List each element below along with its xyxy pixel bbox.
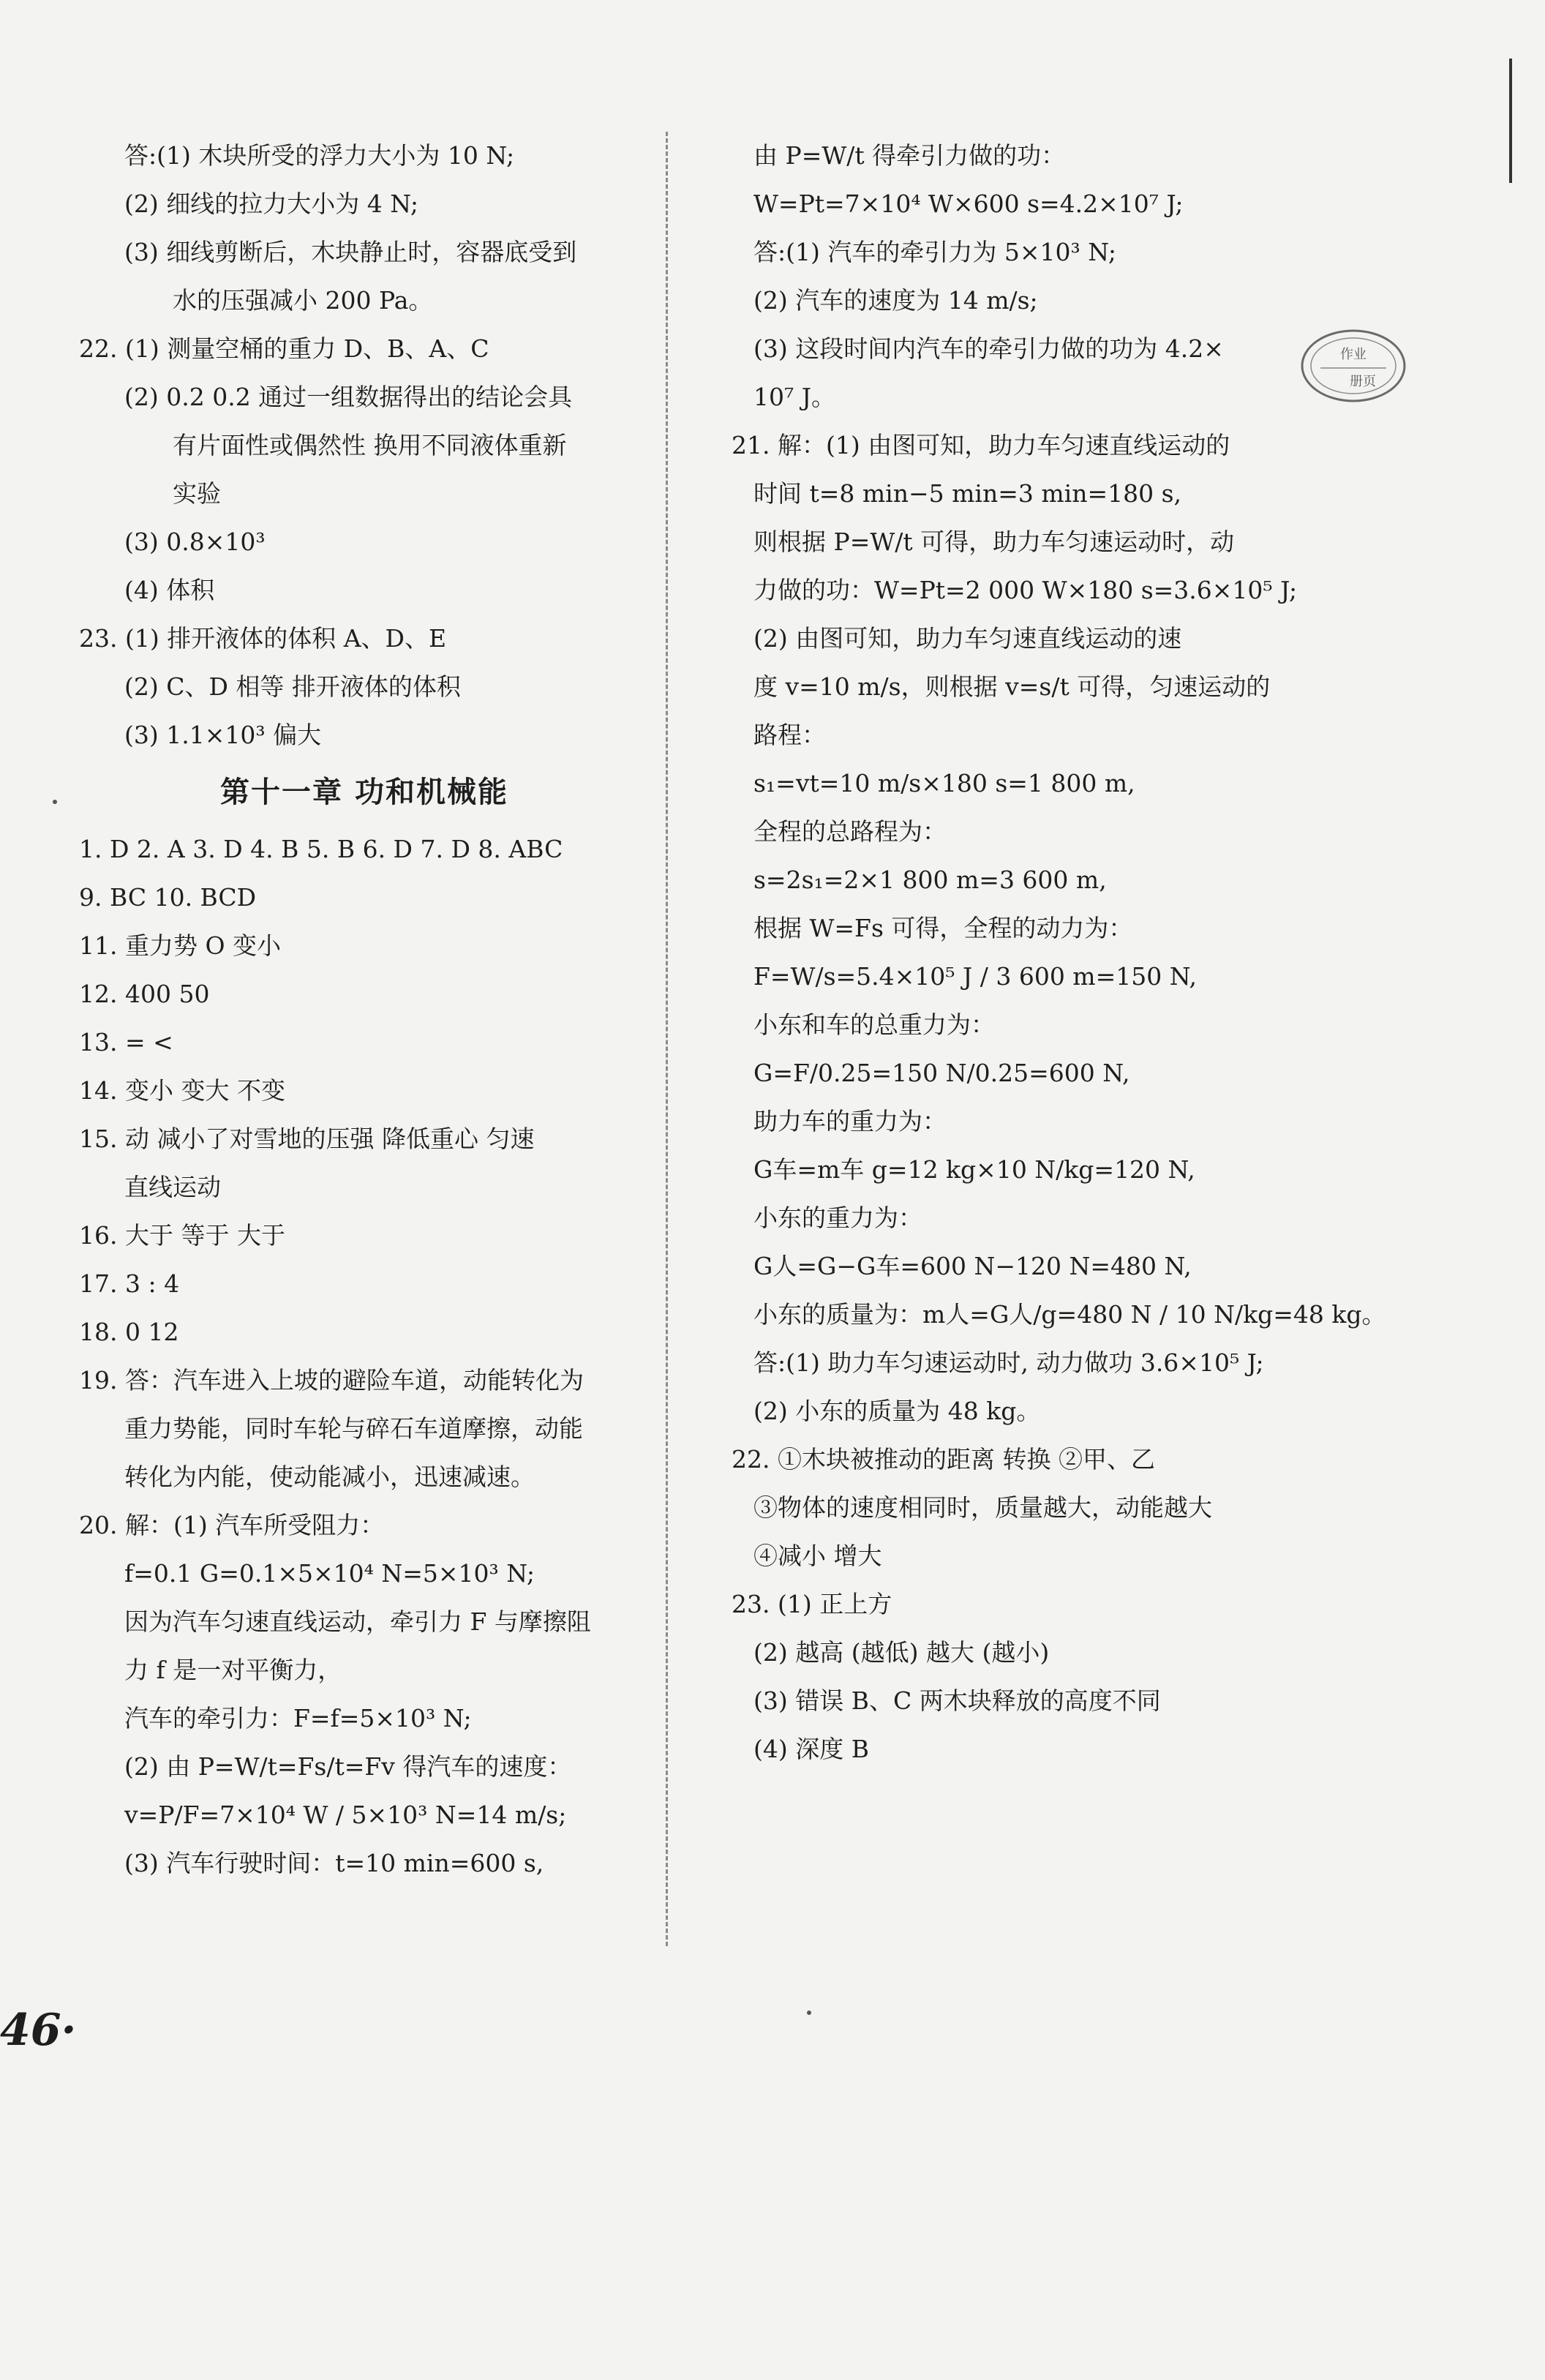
answer-line: 9. BC 10. BCD bbox=[79, 883, 257, 912]
answer-line: (2) C、D 相等 排开液体的体积 bbox=[124, 672, 461, 701]
left-column bbox=[79, 132, 650, 1888]
answer-line: (2) 由 P=W/t=Fs/t=Fv 得汽车的速度： bbox=[124, 1752, 572, 1781]
answer-line: 13. = < bbox=[79, 1028, 173, 1056]
answer-line: 度 v=10 m/s，则根据 v=s/t 可得，匀速运动的 bbox=[753, 672, 1271, 701]
left-answers-top bbox=[79, 132, 650, 759]
answer-line: 水的压强减小 200 Pa。 bbox=[173, 286, 433, 315]
left-answers-bottom bbox=[79, 825, 650, 1888]
answer-line: 则根据 P=W/t 可得，助力车匀速运动时，动 bbox=[753, 528, 1235, 556]
edge-mark bbox=[1509, 59, 1512, 183]
answer-line: 汽车的牵引力：F=f=5×10³ N; bbox=[124, 1704, 472, 1733]
page-number: 46· bbox=[0, 2005, 77, 2056]
answer-line: (3) 错误 B、C 两木块释放的高度不同 bbox=[753, 1686, 1161, 1715]
answer-line: G=F/0.25=150 N/0.25=600 N, bbox=[753, 1059, 1130, 1087]
answer-line: f=0.1 G=0.1×5×10⁴ N=5×10³ N; bbox=[124, 1559, 535, 1588]
answer-line: 17. 3 : 4 bbox=[79, 1269, 180, 1298]
answer-line: 23. (1) 正上方 bbox=[732, 1590, 892, 1618]
answer-line: 11. 重力势 O 变小 bbox=[79, 931, 282, 960]
column-divider bbox=[666, 132, 668, 1946]
answer-line: s=2s₁=2×1 800 m=3 600 m, bbox=[753, 866, 1107, 894]
answer-line: G人=G−G车=600 N−120 N=480 N, bbox=[753, 1252, 1192, 1280]
answer-line: 21. 解：(1) 由图可知，助力车匀速直线运动的 bbox=[732, 431, 1230, 459]
answer-line: (3) 这段时间内汽车的牵引力做的功为 4.2× bbox=[753, 334, 1224, 363]
answer-line: 小东和车的总重力为： bbox=[753, 1010, 995, 1039]
answer-line: (2) 汽车的速度为 14 m/s; bbox=[753, 286, 1038, 315]
answer-line: (4) 深度 B bbox=[753, 1735, 869, 1763]
answer-line: 15. 动 减小了对雪地的压强 降低重心 匀速 bbox=[79, 1125, 535, 1153]
answer-line: (2) 越高 (越低) 越大 (越小) bbox=[753, 1638, 1050, 1667]
answer-line: G车=m车 g=12 kg×10 N/kg=120 N, bbox=[753, 1155, 1195, 1184]
scan-dot bbox=[53, 800, 57, 804]
answer-line: v=P/F=7×10⁴ W / 5×10³ N=14 m/s; bbox=[124, 1801, 567, 1829]
answer-line: ③物体的速度相同时，质量越大，动能越大 bbox=[753, 1493, 1212, 1522]
stamp-logo bbox=[1298, 326, 1408, 406]
scan-dot bbox=[807, 2011, 811, 2015]
answer-line: ④减小 增大 bbox=[753, 1542, 882, 1570]
answer-line: (2) 0.2 0.2 通过一组数据得出的结论会具 bbox=[124, 383, 573, 411]
answer-line: 18. 0 12 bbox=[79, 1318, 179, 1346]
answer-line: F=W/s=5.4×10⁵ J / 3 600 m=150 N, bbox=[753, 962, 1197, 991]
answer-line: 23. (1) 排开液体的体积 A、D、E bbox=[79, 624, 447, 653]
answer-line: 1. D 2. A 3. D 4. B 5. B 6. D 7. D 8. ABC bbox=[79, 835, 563, 863]
answer-line: 因为汽车匀速直线运动，牵引力 F 与摩擦阻 bbox=[124, 1607, 591, 1636]
answer-line: 小东的重力为： bbox=[753, 1204, 922, 1232]
answer-line: (3) 细线剪断后，木块静止时，容器底受到 bbox=[124, 238, 577, 266]
answer-line: 路程： bbox=[753, 721, 826, 749]
answer-line: 力做的功：W=Pt=2 000 W×180 s=3.6×10⁵ J; bbox=[753, 576, 1298, 604]
answer-line: 22. ①木块被推动的距离 转换 ②甲、乙 bbox=[732, 1445, 1155, 1474]
answer-line: (2) 由图可知，助力车匀速直线运动的速 bbox=[753, 624, 1182, 653]
seal-top-text: 作业 bbox=[1340, 347, 1367, 362]
answer-line: 重力势能，同时车轮与碎石车道摩擦，动能 bbox=[124, 1414, 583, 1443]
answer-line: W=Pt=7×10⁴ W×600 s=4.2×10⁷ J; bbox=[753, 189, 1184, 218]
answer-line: 20. 解：(1) 汽车所受阻力： bbox=[79, 1511, 385, 1539]
seal-bottom-text: 册页 bbox=[1350, 374, 1376, 389]
answer-line: 答:(1) 汽车的牵引力为 5×10³ N; bbox=[753, 238, 1117, 266]
answer-line: 小东的质量为：m人=G人/g=480 N / 10 N/kg=48 kg。 bbox=[753, 1300, 1386, 1329]
answer-line: 转化为内能，使动能减小，迅速减速。 bbox=[124, 1463, 535, 1491]
answer-line: 12. 400 50 bbox=[79, 980, 210, 1008]
answer-line: 全程的总路程为： bbox=[753, 817, 947, 846]
answer-line: (3) 0.8×10³ bbox=[124, 528, 266, 556]
answer-line: 16. 大于 等于 大于 bbox=[79, 1221, 285, 1250]
answer-line: 19. 答：汽车进入上坡的避险车道，动能转化为 bbox=[79, 1366, 584, 1394]
answer-line: (3) 1.1×10³ 偏大 bbox=[124, 721, 322, 749]
answer-line: 10⁷ J。 bbox=[753, 383, 835, 411]
answer-line: (2) 细线的拉力大小为 4 N; bbox=[124, 189, 419, 218]
answer-line: (3) 汽车行驶时间：t=10 min=600 s, bbox=[124, 1849, 544, 1877]
chapter-title: 第十一章 功和机械能 bbox=[220, 775, 508, 809]
answer-line: 22. (1) 测量空桶的重力 D、B、A、C bbox=[79, 334, 489, 363]
answer-line: 答:(1) 助力车匀速运动时, 动力做功 3.6×10⁵ J; bbox=[753, 1348, 1264, 1377]
answer-line: 直线运动 bbox=[124, 1173, 221, 1201]
answer-line: 14. 变小 变大 不变 bbox=[79, 1076, 285, 1105]
answer-line: 答:(1) 木块所受的浮力大小为 10 N; bbox=[124, 141, 515, 170]
answer-line: 时间 t=8 min−5 min=3 min=180 s, bbox=[753, 479, 1182, 508]
answer-line: 实验 bbox=[173, 479, 221, 508]
answer-line: (4) 体积 bbox=[124, 576, 215, 604]
answer-line: 力 f 是一对平衡力， bbox=[124, 1656, 342, 1684]
answer-line: 由 P=W/t 得牵引力做的功： bbox=[753, 141, 1066, 170]
answer-line: 助力车的重力为： bbox=[753, 1107, 947, 1135]
answer-line: 有片面性或偶然性 换用不同液体重新 bbox=[173, 431, 567, 459]
answer-line: (2) 小东的质量为 48 kg。 bbox=[753, 1397, 1041, 1425]
answer-line: s₁=vt=10 m/s×180 s=1 800 m, bbox=[753, 769, 1135, 797]
answer-line: 根据 W=Fs 可得，全程的动力为： bbox=[753, 914, 1133, 942]
